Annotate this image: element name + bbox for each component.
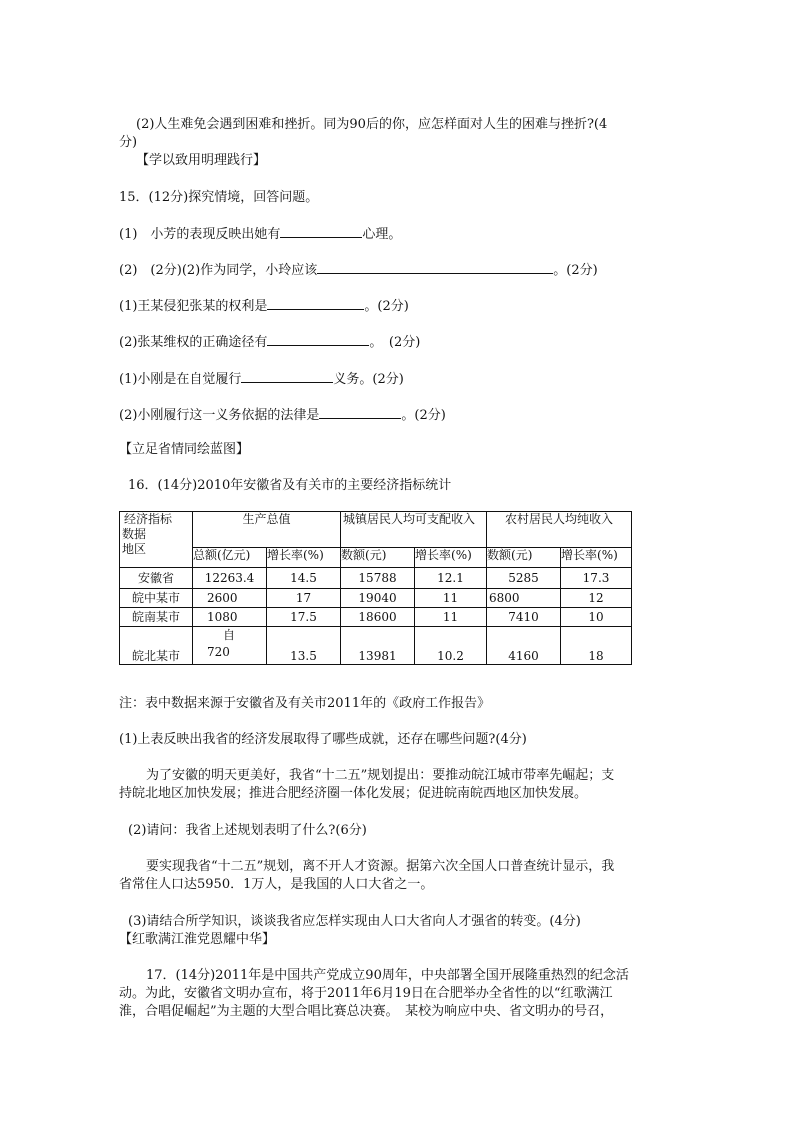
subheader-rural-growth: 增长率(%)	[561, 548, 632, 568]
q15-line4	[119, 332, 420, 352]
row-region: 皖北某市	[120, 627, 193, 665]
q14-part2-line2: 分)	[119, 135, 138, 150]
answer-blank[interactable]	[317, 260, 553, 274]
cell: 17.5	[267, 608, 341, 627]
section-title-3: 【红歌满江淮党恩耀中华】	[119, 932, 276, 947]
section-title-2: 【立足省情同绘蓝图】	[119, 442, 250, 457]
cell: 13.5	[267, 627, 341, 665]
cell: 11	[415, 589, 487, 608]
q17-line2: 动。为此，安徽省文明办宣布，将于2011年6月19日在合肥举办全省性的以“红歌满江	[119, 986, 613, 1001]
q15-line2	[119, 260, 598, 280]
q16-part2: (2)请问：我省上述规划表明了什么?(6分)	[128, 823, 367, 838]
q16-part3: (3)请结合所学知识，谈谈我省应怎样实现由人口大省向人才强省的转变。(4分)	[128, 914, 581, 929]
subheader-gdp-total: 总额(亿元)	[193, 548, 267, 568]
subheader-gdp-growth: 增长率(%)	[267, 548, 341, 568]
cell: 10	[561, 608, 632, 627]
answer-blank[interactable]	[241, 369, 333, 383]
corner-label-data: 数据	[122, 527, 147, 541]
q15-line2-post: 。(2分)	[553, 263, 598, 278]
q16-title: 16．(14分)2010年安徽省及有关市的主要经济指标统计	[128, 478, 452, 493]
cell: 5285	[487, 568, 561, 589]
cell: 12.1	[415, 568, 487, 589]
table-row	[120, 589, 632, 608]
cell: 1080	[193, 608, 267, 627]
cell: 4160	[487, 627, 561, 665]
q17-line3: 淮，合唱促崛起”为主题的大型合唱比赛总决赛。 某校为响应中央、省文明办的号召，	[119, 1004, 614, 1019]
q15-line1-pre: (1) 小芳的表现反映出她有	[119, 227, 281, 242]
subheader-urban-growth: 增长率(%)	[415, 548, 487, 568]
cell: 19040	[341, 589, 415, 608]
group-header-urban-income: 城镇居民人均可支配收入	[341, 512, 487, 548]
q15-line2-pre: (2) (2分)(2)作为同学，小玲应该	[119, 263, 318, 278]
q15-line3-post: 。(2分)	[364, 299, 409, 314]
cell: 6800	[487, 589, 561, 608]
cell: 10.2	[415, 627, 487, 665]
q17-line1: 17．(14分)2011年是中国共产党成立90周年，中央部署全国开展隆重热烈的纪念活	[146, 968, 629, 983]
section-title-1: 【学以致用明理践行】	[136, 153, 267, 168]
q14-part2-line1: (2)人生难免会遇到困难和挫折。同为90后的你，应怎样面对人生的困难与挫折?(4	[136, 117, 608, 132]
cell: 14.5	[267, 568, 341, 589]
cell: 12263.4	[193, 568, 267, 589]
row-region: 皖中某市	[120, 589, 193, 608]
cell: 18	[561, 627, 632, 665]
cell: 17.3	[561, 568, 632, 589]
cell: 12	[561, 589, 632, 608]
answer-blank[interactable]	[267, 332, 369, 346]
cell: 17	[267, 589, 341, 608]
table-row	[120, 627, 632, 665]
table-note: 注：表中数据来源于安徽省及有关市2011年的《政府工作报告》	[119, 696, 491, 711]
q15-line5	[119, 369, 404, 389]
q16-para2-line1: 要实现我省“十二五”规划，离不开人才资源。据第六次全国人口普查统计显示，我	[146, 859, 615, 874]
answer-blank[interactable]	[280, 224, 362, 238]
answer-blank[interactable]	[319, 405, 401, 419]
q15-line1	[119, 224, 401, 244]
corner-label-indicator: 经济指标	[124, 512, 173, 526]
cell-value: 720	[207, 645, 230, 659]
q15-line4-pre: (2)张某维权的正确途径有	[119, 335, 268, 350]
row-region: 皖南某市	[120, 608, 193, 627]
q15-line3-pre: (1)王某侵犯张某的权利是	[119, 299, 268, 314]
q15-line4-post: 。 (2分)	[369, 335, 421, 350]
q16-part1: (1)上表反映出我省的经济发展取得了哪些成就，还存在哪些问题?(4分)	[119, 732, 527, 747]
q15-line5-pre: (1)小刚是在自觉履行	[119, 372, 242, 387]
row-region: 安徽省	[120, 568, 193, 589]
cell: 15788	[341, 568, 415, 589]
cell: 7410	[487, 608, 561, 627]
q15-line6-pre: (2)小刚履行这一义务依据的法律是	[119, 408, 320, 423]
subheader-urban-amount: 数额(元)	[341, 548, 415, 568]
table-corner-header	[120, 512, 193, 568]
q15-line5-post: 义务。(2分)	[333, 372, 404, 387]
q15-line1-post: 心理。	[362, 227, 402, 242]
q16-para1-line1: 为了安徽的明天更美好，我省“十二五”规划提出：要推动皖江城市带率先崛起；支	[146, 768, 615, 783]
q16-para1-line2: 持皖北地区加快发展；推进合肥经济圈一体化发展；促进皖南皖西地区加快发展。	[119, 786, 588, 801]
cell-prefix: 自	[223, 628, 236, 642]
economic-stats-table	[119, 511, 632, 665]
cell: 11	[415, 608, 487, 627]
corner-label-region: 地区	[122, 542, 147, 556]
cell: 13981	[341, 627, 415, 665]
cell	[193, 627, 267, 665]
answer-blank[interactable]	[267, 296, 364, 310]
q15-line3	[119, 296, 409, 316]
cell: 18600	[341, 608, 415, 627]
q15-line6-post: 。(2分)	[401, 408, 446, 423]
group-header-gdp: 生产总值	[193, 512, 341, 548]
table-row	[120, 568, 632, 589]
group-header-rural-income: 农村居民人均纯收入	[487, 512, 632, 548]
subheader-rural-amount: 数额(元)	[487, 548, 561, 568]
q15-line6	[119, 405, 446, 425]
q16-para2-line2: 省常住人口达5950．1万人，是我国的人口大省之一。	[119, 877, 434, 892]
cell: 2600	[193, 589, 267, 608]
q15-title: 15．(12分)探究情境，回答问题。	[119, 190, 319, 205]
table-row	[120, 608, 632, 627]
